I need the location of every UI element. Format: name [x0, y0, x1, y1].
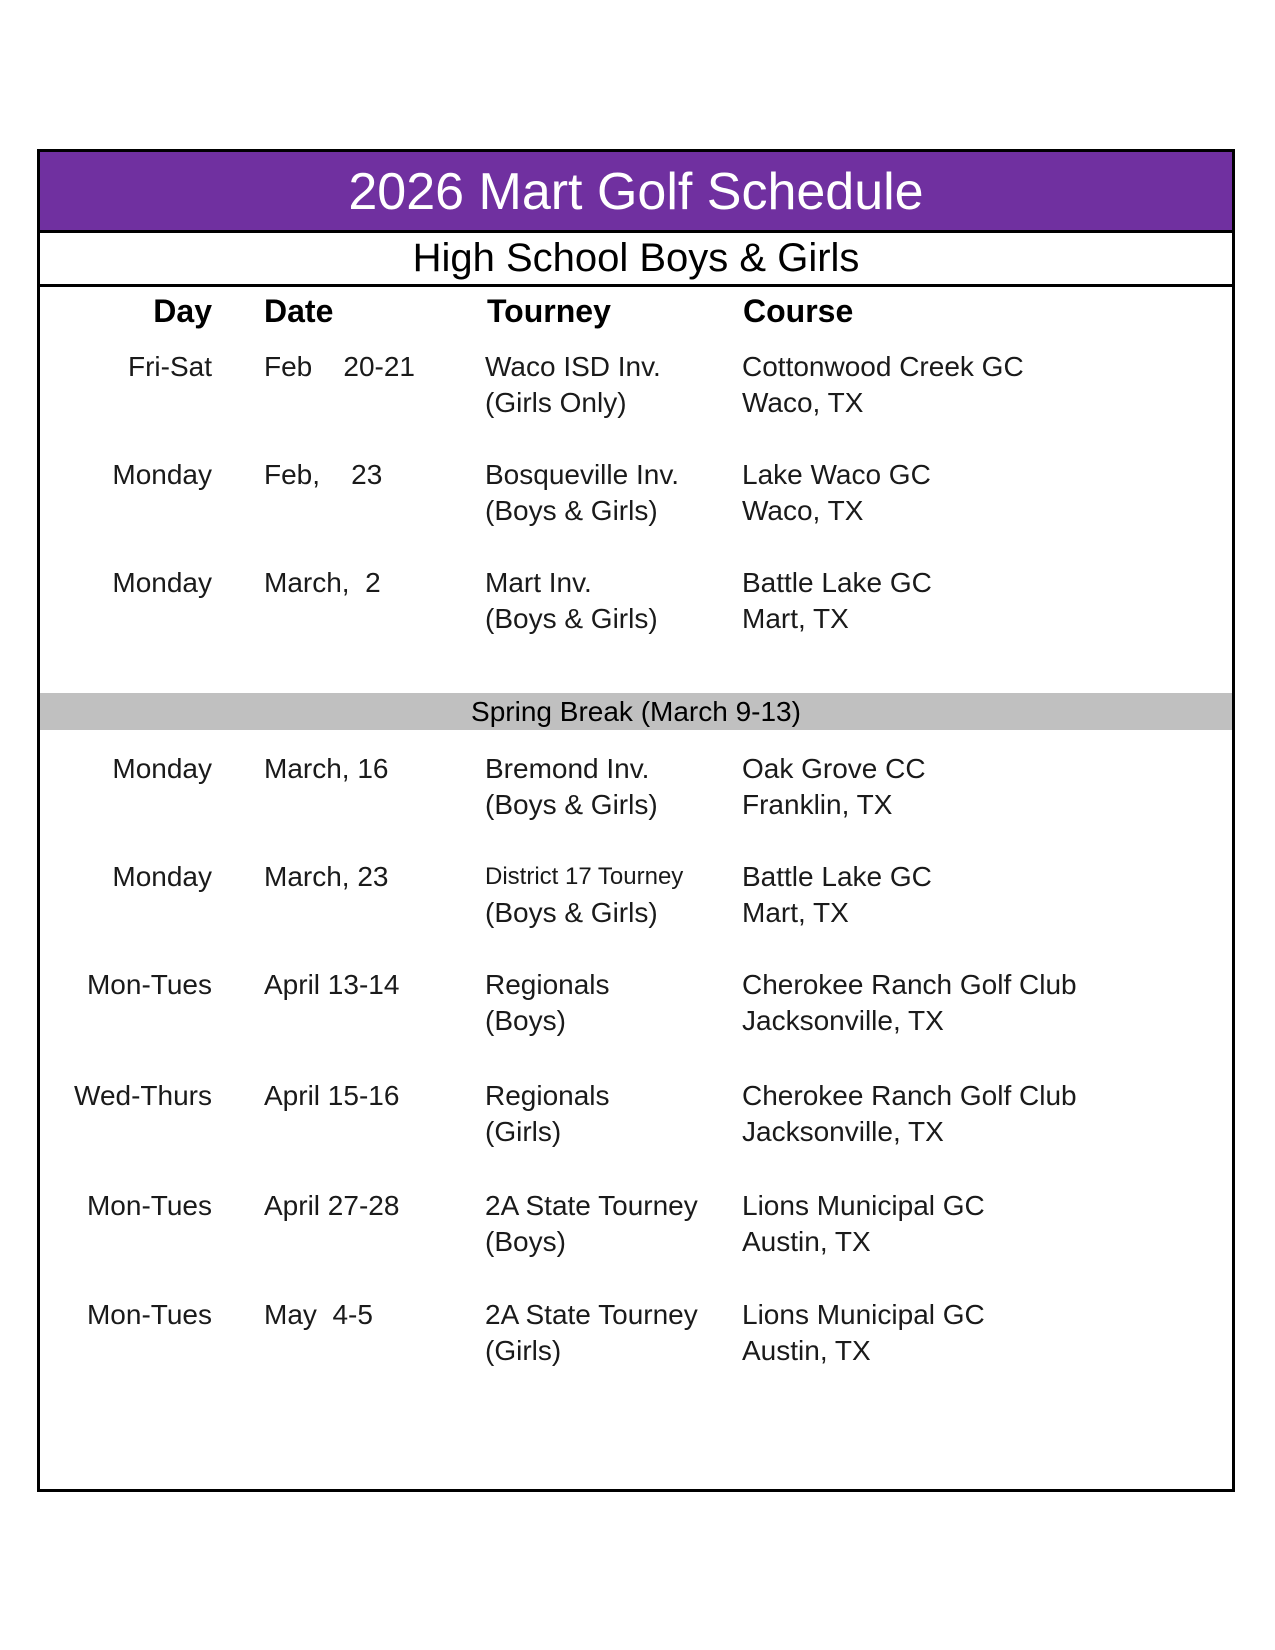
tourney-division: (Girls)	[485, 1335, 562, 1366]
course-name: Cherokee Ranch Golf Club	[742, 969, 1077, 1000]
tourney-name: District 17 Tourney	[485, 863, 684, 890]
row-date: April 27-28	[264, 1190, 400, 1221]
tourney-division: (Boys)	[485, 1005, 566, 1036]
course-name: Oak Grove CC	[742, 753, 926, 784]
course-location: Waco, TX	[742, 387, 864, 418]
schedule-row	[40, 457, 1232, 537]
schedule-row	[40, 1297, 1232, 1377]
row-date: April 15-16	[264, 1080, 400, 1111]
row-tourney	[485, 349, 661, 421]
row-day: Monday	[112, 567, 212, 598]
course-name: Lions Municipal GC	[742, 1190, 985, 1221]
row-day: Monday	[112, 459, 212, 490]
schedule-row	[40, 349, 1232, 429]
course-location: Waco, TX	[742, 495, 864, 526]
row-course	[742, 1078, 1077, 1150]
row-date: April 13-14	[264, 969, 400, 1000]
row-tourney	[485, 751, 658, 823]
row-day: Monday	[112, 861, 212, 892]
row-day: Mon-Tues	[86, 1299, 212, 1330]
tourney-division: (Boys & Girls)	[485, 495, 658, 526]
tourney-name: 2A State Tourney	[485, 1190, 698, 1221]
row-date: Feb 20-21	[264, 351, 415, 382]
row-day: Mon-Tues	[86, 969, 212, 1000]
tourney-name: Regionals	[485, 1080, 610, 1111]
row-course	[742, 1188, 985, 1260]
row-day: Mon-Tues	[86, 1190, 212, 1221]
header-tourney: Tourney	[487, 293, 611, 329]
schedule-row	[40, 1078, 1232, 1158]
page-title: 2026 Mart Golf Schedule	[40, 152, 1232, 233]
tourney-name: Waco ISD Inv.	[485, 351, 661, 382]
tourney-division: (Girls Only)	[485, 387, 627, 418]
header-day: Day	[153, 293, 212, 329]
course-location: Mart, TX	[742, 897, 849, 928]
row-date: Feb, 23	[264, 459, 383, 490]
page-subtitle: High School Boys & Girls	[40, 233, 1232, 287]
row-date: March, 23	[264, 861, 389, 892]
row-course	[742, 967, 1077, 1039]
row-day: Monday	[112, 753, 212, 784]
row-tourney	[485, 967, 610, 1039]
row-tourney	[485, 1297, 698, 1369]
schedule-row	[40, 1188, 1232, 1268]
row-date: March, 2	[264, 567, 381, 598]
row-date: May 4-5	[264, 1299, 373, 1330]
row-tourney	[485, 859, 683, 931]
course-name: Battle Lake GC	[742, 861, 932, 892]
schedule-row	[40, 565, 1232, 645]
course-location: Austin, TX	[742, 1335, 871, 1366]
course-location: Jacksonville, TX	[742, 1005, 944, 1036]
course-name: Cherokee Ranch Golf Club	[742, 1080, 1077, 1111]
tourney-division: (Girls)	[485, 1116, 562, 1147]
course-location: Austin, TX	[742, 1226, 871, 1257]
row-tourney	[485, 565, 658, 637]
row-course	[742, 565, 932, 637]
course-name: Lions Municipal GC	[742, 1299, 985, 1330]
row-day: Wed-Thurs	[74, 1080, 212, 1111]
tourney-name: Mart Inv.	[485, 567, 592, 598]
row-course	[742, 751, 926, 823]
schedule-row	[40, 967, 1232, 1047]
spring-break-banner: Spring Break (March 9-13)	[40, 693, 1232, 730]
header-course: Course	[743, 293, 854, 329]
course-name: Cottonwood Creek GC	[742, 351, 1024, 382]
course-name: Battle Lake GC	[742, 567, 932, 598]
schedule-row	[40, 751, 1232, 831]
header-date: Date	[264, 293, 334, 329]
tourney-name: 2A State Tourney	[485, 1299, 698, 1330]
row-tourney	[485, 1078, 610, 1150]
tourney-division: (Boys & Girls)	[485, 603, 658, 634]
row-day: Fri-Sat	[128, 351, 212, 382]
row-tourney	[485, 457, 679, 529]
course-name: Lake Waco GC	[742, 459, 931, 490]
row-course	[742, 1297, 985, 1369]
tourney-division: (Boys & Girls)	[485, 897, 658, 928]
tourney-name: Bremond Inv.	[485, 753, 650, 784]
tourney-division: (Boys & Girls)	[485, 789, 658, 820]
tourney-division: (Boys)	[485, 1226, 566, 1257]
tourney-name: Bosqueville Inv.	[485, 459, 680, 490]
row-course	[742, 457, 931, 529]
row-tourney	[485, 1188, 698, 1260]
row-date: March, 16	[264, 753, 389, 784]
tourney-name: Regionals	[485, 969, 610, 1000]
row-course	[742, 859, 932, 931]
row-course	[742, 349, 1024, 421]
course-location: Jacksonville, TX	[742, 1116, 944, 1147]
schedule-row	[40, 859, 1232, 939]
course-location: Franklin, TX	[742, 789, 893, 820]
schedule-sheet	[37, 149, 1235, 1492]
course-location: Mart, TX	[742, 603, 849, 634]
